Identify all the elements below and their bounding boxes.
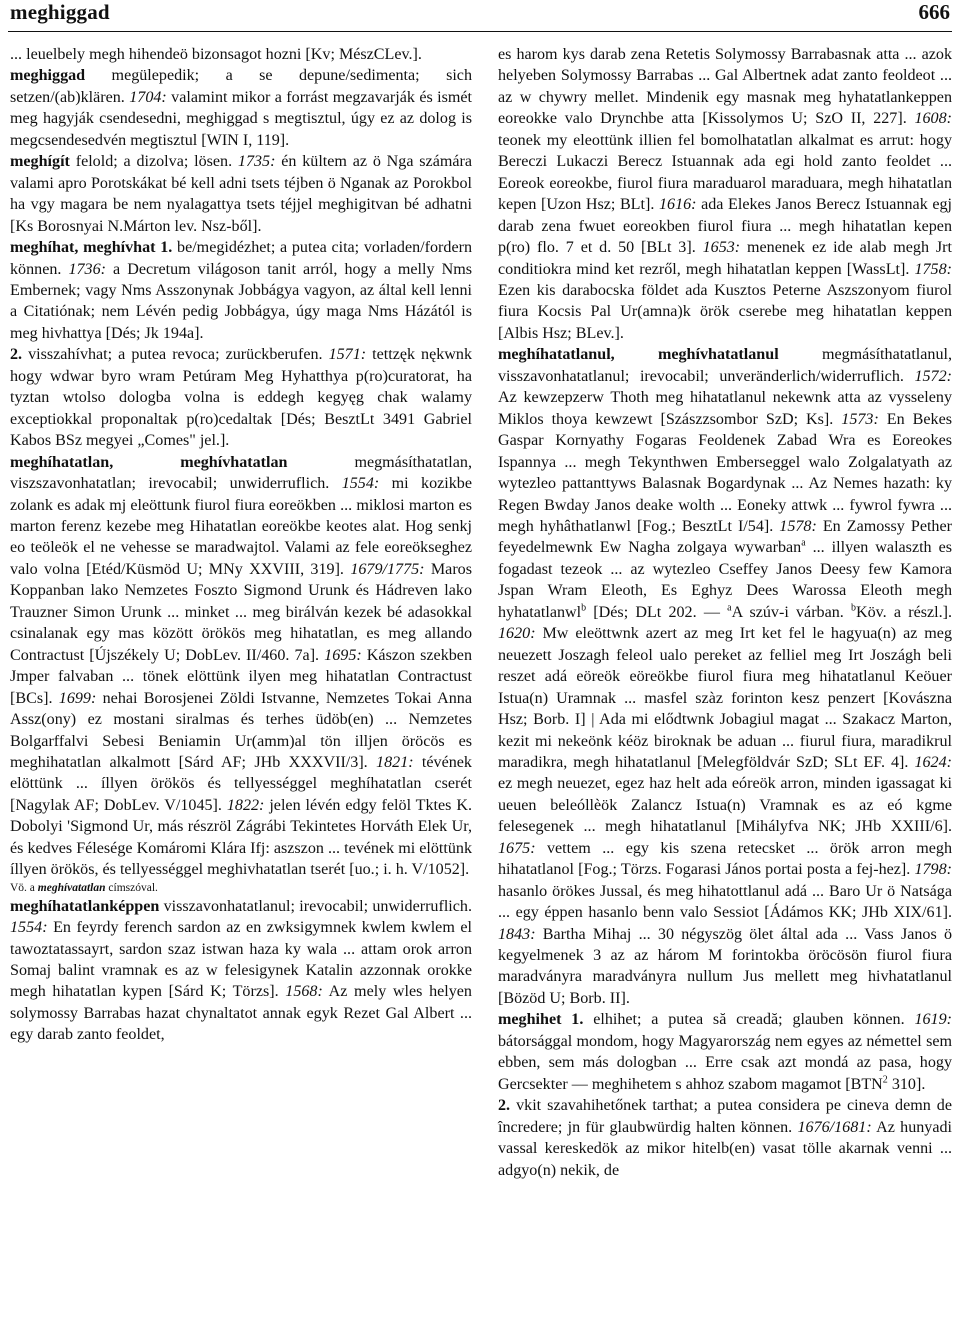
date: 1822: bbox=[226, 796, 265, 814]
entry-continuation: ... leuelbely megh hihendeö bizonsagot hozni [Kv; MészCLev.]. bbox=[10, 46, 422, 63]
entry-meghihatatlankeppen: meghíhatatlanképpen visszavonhatatlanul; irevocabil; unwiderruflich. 1554: En feyrdy ferench sardon az en zwksigymnek kwlem kwlem el tawoztatassayrt, sardon szaz istwan haza ky wala ... attam orok arron Somaj balint vramnak es az w felesigynek Katalin azzonnak orokke megh hihatatlan kypen [Sárd K; Törzs]. 1568: Az mely wles helyen solymossy Barrabas hazat chynaltatot annak egyk Rezet Gal Albert ... egy darab zanto feoldet, bbox=[10, 897, 472, 1044]
page-header bbox=[0, 0, 960, 34]
cross-reference-note: Vö. a meghívatatlan címszóval. bbox=[10, 881, 158, 894]
date: 1554: bbox=[10, 919, 48, 937]
headword: meghiggad bbox=[10, 67, 86, 85]
headword: meghíhatatlanul, meghívhatatlanul bbox=[498, 346, 779, 364]
entry-continuation: es harom kys darab zena Retetis Solymossy Barrabasnak atta ... azok helyeben Solymossy Barrabas ... Gal Albertnek adat zanto feoldeot ... az w chywry mellet. Mindenik egy masnak meg hyhatatlankeppen eoreokke valo Drynchbe atta [Kissolymos U; SzO II, 227]. 1608: teonek my eleottünk illien fel bomolhatatlan alkalmat es arrut: hogy Bereczi Lukaczi Berecz Istuannak ada egi hold zanto feoldet ... Eoreok eoreokbe, fiurol fiura maraduarol maraduara, megh hihatatlan kepen [Uzon Hsz; BLt]. 1616: ada Elekes Janos Berecz Istuannak egj darab zena fwuet eoreokben fiurol fiura ... megh hihatatlan kepen p(ro) flo. 7 et d. 50 [BLt 3]. 1653: menenek ez ide alab megh Jrt conditiokra mind ket rezről, megh hihatatlan keppen [WassLt]. 1758: Ezen kis darabocska földet ada Kusztos Peterne Aszszonyom fiurol fiura Kocsis Pal Ur(amna)k örök cserebe meg hihatatlan keppen [Albis Hsz; BLev.]. bbox=[498, 46, 952, 342]
date: 1676/1681: bbox=[797, 1118, 872, 1136]
date: 1758: bbox=[914, 260, 952, 278]
headword: meghígít bbox=[10, 153, 70, 171]
headword: meghíhatatlanképpen bbox=[10, 897, 160, 915]
date: 1619: bbox=[914, 1011, 952, 1029]
entry-meghihat: meghíhat, meghívhat 1. be/megidézhet; a putea cita; vorladen/fordern können. 1736: a Decretum világoson tanit arról, hogy a melly Nms Embernek; vagy Nms Asszonynak Jobbágya vagyon, az által kell lenni a Citatiónak; nem Lévén pedig Jobbágya, úgy maga Nms Házától is meg hivhattya [Dés; Jk 194a]. bbox=[10, 239, 472, 342]
date: 1699: bbox=[58, 689, 97, 707]
headword: meghihet 1. bbox=[498, 1011, 584, 1029]
running-headword: meghiggad bbox=[10, 0, 110, 24]
date: 1571: bbox=[328, 346, 367, 364]
date: 1554: bbox=[341, 475, 380, 493]
date: 1821: bbox=[376, 753, 414, 771]
entry-meghiggad: meghiggad megülepedik; a se depune/sedimenta; sich setzen/(ab)klären. 1704: valamint mikor a forrást megzavarják és ismét meg hagyják csendesedni, meghiggad s megtisztul, úgy ez az dolog is megcsendesedvén megtisztul [WIN I, 119]. bbox=[10, 67, 472, 149]
left-column bbox=[10, 44, 472, 1330]
entry-meghihet: meghihet 1. elhihet; a putea să creadă; glauben können. 1619: bátorsággal mondom, hogy Magyarország nem egyes az némettel sem ebben, sem más dologban ... Erre csak azt mondá az pasa, hogy Gercsekter — meghihetem s ahhoz szabom magamot [BTN$^2$ 310]. bbox=[498, 1011, 952, 1093]
date: 1679/1775: bbox=[350, 560, 425, 578]
entry-meghihatatlanul: meghíhatatlanul, meghívhatatlanul megmásíthatatlanul, visszavonhatatlanul; irevocabil; unveränderlich/widerruflich. 1572: Az kewzepzerw Thoth meg hihatatlanul nekewnk atta az vysseleny Miklos thoya kewzewt [Szászzsombor SzD; Ks]. 1573: En Bekes Gaspar Kornyathy Fogaras Feoldenek Zabad Wra es Eoreokes Ispannya ... megh Tekynthwen Emberseggel walo Zolgalatyath az wytezleo pattanttyws Balasnak Bogardynak ... Az Nemes hazath: ky Regen Bwday Janos deake wolth ... Eoneky attwk ... fywrol fywra ... megh hyhâthatlanwl [Fog.; BesztLt I/54]. 1578: En Zamossy Pether feyedelmewnk Ew Nagha zolgaya wywarban$^a$ ... illyen walaszth es fogadast tezeok ... az wytezleo Cseffey Janos Deesy few Kamora Jspan Wram Eleoth, Es Eghyz Dees Warossa Eleoth megh hyhatatlanwl$^b$ [Dés; DLt 202. — $^a$A szúv-i várban. $^b$Köv. a részl.]. 1620: Mw eleöttwnk azert az meg Irt ket fel le hagyua(n) az meg neuezett Joszagh feleol ualo pereket az felliel meg Irt Joszágh beli reszet adá eöreök eöreökbe fiurol fiura meg hihatatlanul Keöuer Istua(n) Uramnak ... masfel szàz forinton kesz penzert [Kovászna Hsz; Borb. I] | Ada mi elődtwnk Jobagiul magat ... Szakacz Marton, kezit mi nekeönk kéöz biroknak be aduan ... fiurul fiura, maradikrul maradikra, megh hihatatlanul [Melegföldvár SzD; SLt EF. 4]. 1624: ez megh neuezet, egez haz helt ada eóreök arron, minden igassagat ki ueuen beleóllèök Zalancz Istua(n) Vramnak es az eó kgme felesegenek ... megh hihatatlanul [Mihályfva NK; JHb XXIII/6]. 1675: vettem ... egy kis szena retecsket ... örök arron megh hihatatlanol [Fog.; Törzs. Fogarasi János portai posta a fej-hez]. 1798: hasanlo örökes Jussal, és meg hihatottlanul adá ... Baro Ur ö Natsága ... egy éppen hasanlo benn valo Sessiot [Ádámos KK; JHb XIX/61]. 1843: Bartha Mihaj ... 30 négyszög ölet által ada ... Vass Janos ö kegyelmenek 3 az az három M forintokba öröcösön fiurol fiura maradványra maradványra nullum Jus mellett meg hivhatatlanul [Bözöd U; Borb. II]. bbox=[498, 346, 952, 1007]
date: 1736: bbox=[68, 260, 106, 278]
date: 1695: bbox=[324, 646, 362, 664]
entry-meghigit: meghígít felold; a dizolva; lösen. 1735: én kültem az ö Nga számára valami apro Porotskákat bé kell adni tsets téjben ö Nganak az Porokbol ha vgy magara be nem nyalagattya tsets téjjel meghigitvan bé adhatni [Ks Borosnyai N.Márton lev. Nsz-ből]. bbox=[10, 153, 473, 235]
headword: meghíhatatlan, meghívhatatlan bbox=[10, 453, 288, 471]
headword: meghíhat, meghívhat 1. bbox=[10, 239, 173, 257]
date: 1608: bbox=[914, 110, 952, 128]
header-rule bbox=[8, 31, 952, 32]
date: 1675: bbox=[498, 839, 536, 857]
date: 1735: bbox=[237, 153, 276, 171]
sense-number: 2. bbox=[498, 1097, 511, 1115]
date: 1624: bbox=[914, 753, 952, 771]
date: 1704: bbox=[129, 88, 167, 106]
date: 1843: bbox=[498, 925, 536, 943]
date: 1573: bbox=[841, 410, 879, 428]
date: 1798: bbox=[914, 861, 952, 879]
entry-meghihet-sense-2: 2. vkit szavahihetőnek tarthat; a putea considera pe cineva demn de încredere; jn für glaubwürdig halten können. 1676/1681: Az hunyadi vassal kereskedök az mikor hitelb(en) vasat tölle akarnak venni ... adgyo(n) nekik, de bbox=[498, 1097, 953, 1179]
entry-meghihat-sense-2: 2. visszahívhat; a putea revoca; zurückberufen. 1571: tettzęk nękwnk hogy wdwar byro wram Petúram Meg Hyhatthya p(ro)curatorat, ha tyztan wtolso dologba volna is eddegh kegyęg chak walamy exceptiokkal proponaltak p(ro)cedaltak [Dés; BesztLt 3491 Gabriel Kabos BSz megyei „Comes" jel.]. bbox=[10, 346, 472, 450]
date: 1578: bbox=[779, 517, 817, 535]
date: 1572: bbox=[914, 367, 952, 385]
entry-meghihatatlan: meghíhatatlan, meghívhatatlan megmásíthatatlan, viszszavonhatatlan; irevocabil; unwiderruflich. 1554: mi kozikbe zolank es adak mj eleöttunk fiurol fiura eoreökben ... miklosi marton es marton ferenz kezebe meg Hihatatlan eoreökbe keotes alat. Hog senkj eo teöleök el ne vehesse se maradwajtol. Valami az fele eoreökseghez valo volna [Etéd/Küsmöd U; MNy XXVIII, 319]. 1679/1775: Maros Koppanban lako Nemzetes Foszto Sigmond Urunk és Hádreven lako Trauzner Simon Urunk ... minket ... meg birálván kezek bé adasokkal csinalanak egy mas között örökös meg hihatatlan, es meg allando Contractust [Újszékely U; DobLev. II/460. 7a]. 1695: Kászon szekben Jmper falvaban ... tönek elöttünk ilyen meg hihatatlan Contractust [BCs]. 1699: nehai Borosjenei Zöldi Istvanne, Nemzetes Tokai Anna Assz(ony) ez mostani siralmas és terhes üdöb(en) ... Nemzetes Bolgarffalvi Sebesi Beniamin Ur(amm)al tön illjen öröcös es meghihatatlan alkalmott [Sárd AF; JHb XXXVII/3]. 1821: tévének elöttünk ... íllyen örökös és tellyességgel meghíhatatlan cserét [Nagylak AF; DobLev. V/1045]. 1822: jelen lévén edgy felöl Tktes K. Dobolyi 'Sigmond Ur, más részröl Zágrábi Tekintetes Horváth Elek Ur, és kedves Félesége Komáromi Klára Ifj: aszszon ... tevének mi elöttünk íllyen örökös, és tellyességgel meghivhatatlan tserét [uo.; i. h. V/1052]. bbox=[10, 453, 473, 879]
page-number: 666 bbox=[918, 0, 950, 24]
date: 1653: bbox=[702, 239, 741, 257]
date: 1616: bbox=[658, 196, 697, 214]
date: 1620: bbox=[498, 625, 536, 643]
sense-number: 2. bbox=[10, 346, 23, 364]
right-column bbox=[498, 44, 952, 1330]
date: 1568: bbox=[285, 983, 323, 1001]
